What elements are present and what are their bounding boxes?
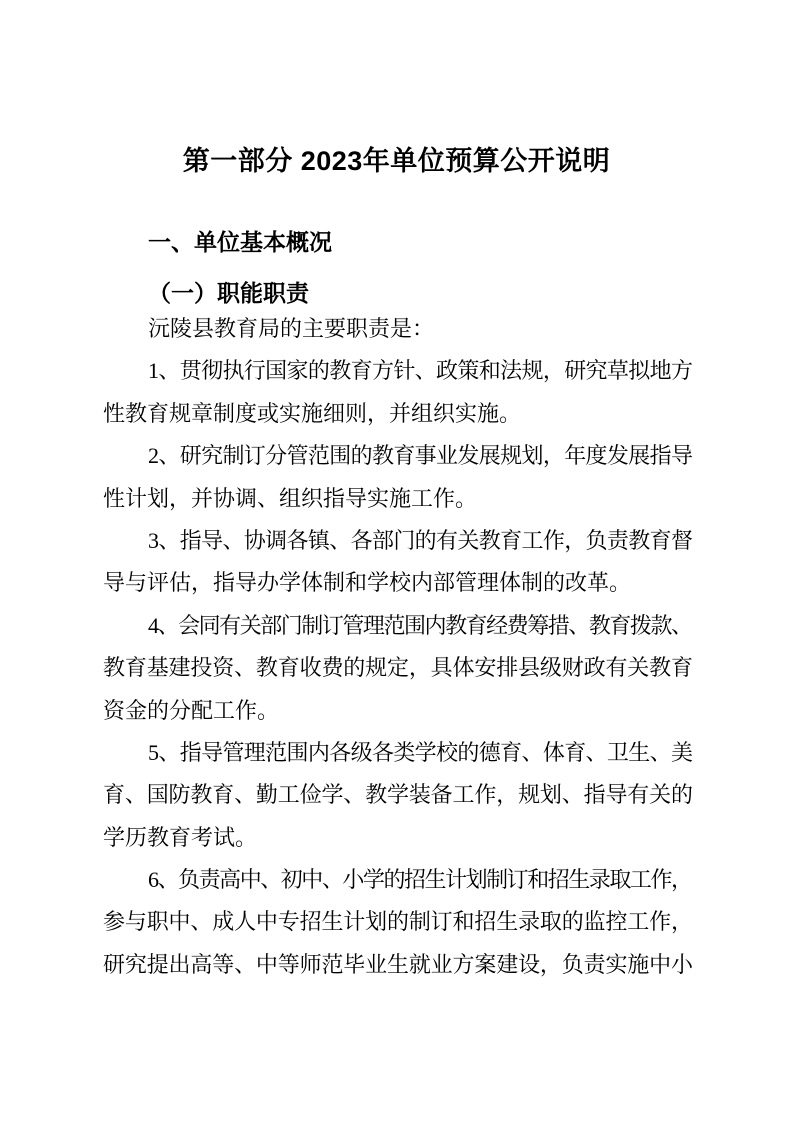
text-line [103, 350, 693, 392]
text-line-content: 资金的分配工作。 [103, 697, 280, 723]
text-line [103, 647, 693, 689]
text-line [103, 901, 693, 943]
text-line [103, 817, 693, 859]
paragraph [103, 350, 693, 435]
document-body [103, 308, 693, 986]
text-line-content: 学历教育考试。 [103, 824, 258, 850]
text-line [103, 562, 693, 604]
text-line-content: 参与职中、成人中专招生计划的制订和招生录取的监控工作， [103, 909, 693, 935]
text-line [103, 393, 693, 435]
text-line-content: 性计划，并协调、组织指导实施工作。 [103, 485, 478, 511]
text-line-content: 育、国防教育、勤工俭学、教学装备工作，规划、指导有关的 [103, 782, 693, 808]
text-line-content: 性教育规章制度或实施细则，并组织实施。 [103, 400, 522, 426]
text-line-content: 4、会同有关部门制订管理范围内教育经费筹措、教育拨款、 [148, 612, 692, 638]
text-line [103, 690, 693, 732]
text-line-content: 6、负责高中、初中、小学的招生计划制订和招生录取工作， [148, 867, 692, 893]
text-line-content: 3、指导、协调各镇、各部门的有关教育工作，负责教育督 [148, 527, 693, 553]
text-line [103, 478, 693, 520]
text-line [103, 605, 693, 647]
text-line [103, 944, 693, 986]
text-line [103, 435, 693, 477]
text-line [103, 520, 693, 562]
text-line-content: 研究提出高等、中等师范毕业生就业方案建设，负责实施中小 [103, 951, 693, 977]
document-title: 第一部分 2023年单位预算公开说明 [182, 146, 611, 176]
paragraph [103, 520, 693, 605]
section-heading: 一、单位基本概况 [148, 229, 332, 255]
text-line [103, 308, 693, 350]
paragraph [103, 859, 693, 986]
paragraph [103, 308, 693, 350]
paragraph [103, 435, 693, 520]
text-line [103, 859, 693, 901]
text-line-content: 2、研究制订分管范围的教育事业发展规划，年度发展指导 [148, 443, 693, 469]
paragraph [103, 605, 693, 732]
text-line [103, 732, 693, 774]
text-line-content: 5、指导管理范围内各级各类学校的德育、体育、卫生、美 [148, 739, 693, 765]
text-line-content: 1、贯彻执行国家的教育方针、政策和法规，研究草拟地方 [148, 358, 693, 384]
text-line-content: 导与评估，指导办学体制和学校内部管理体制的改革。 [103, 570, 632, 596]
paragraph [103, 732, 693, 859]
subsection-heading: （一）职能职责 [148, 281, 309, 306]
text-line [103, 774, 693, 816]
text-line-content: 教育基建投资、教育收费的规定，具体安排县级财政有关教育 [103, 655, 693, 681]
text-line-content: 沅陵县教育局的主要职责是： [148, 316, 435, 341]
